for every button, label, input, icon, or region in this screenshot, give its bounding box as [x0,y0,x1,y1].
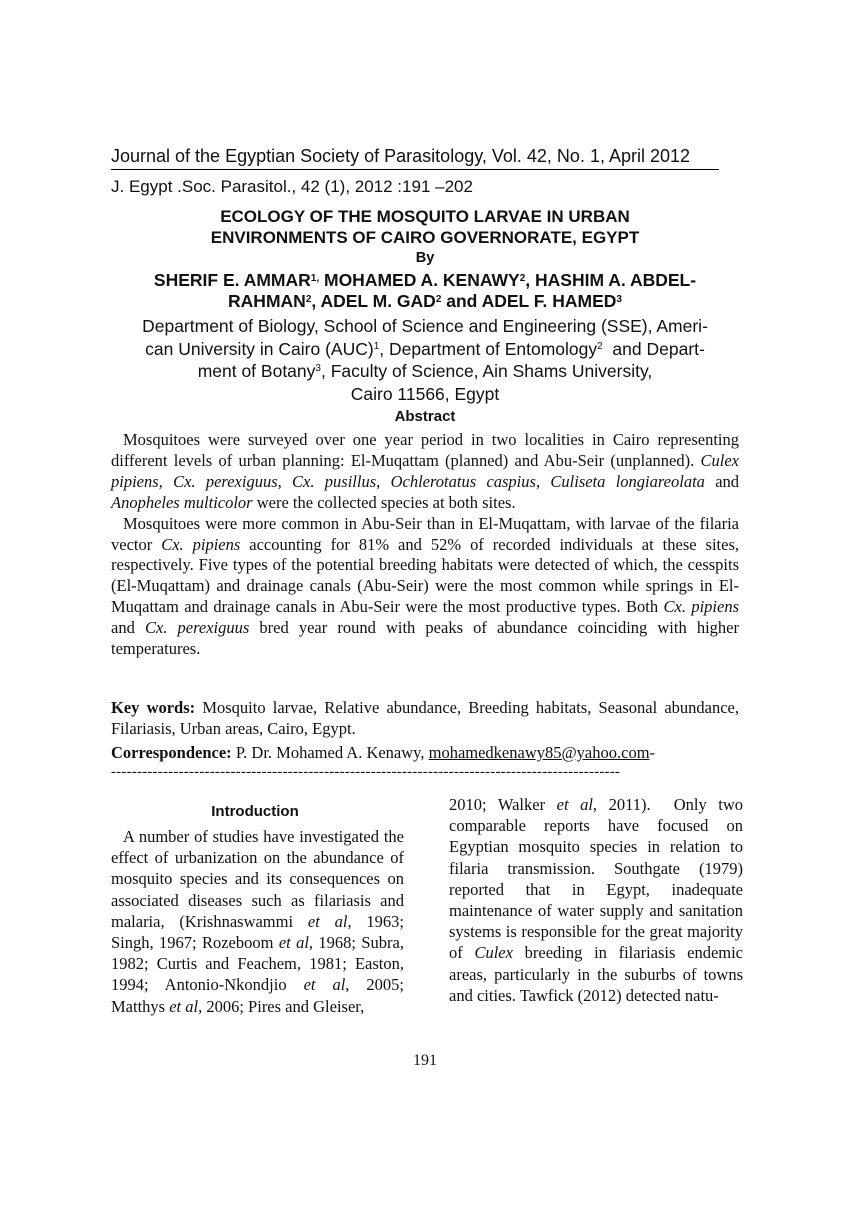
affiliation-block [111,315,739,405]
dashed-separator: -------------------------------------------------------------------------------------------------- [111,764,621,780]
intro-paragraph-right [449,794,748,1006]
text-run: , [535,471,551,491]
affiliation-line-1: Department of Biology, School of Science and Engineering (SSE), Ameri- [142,316,708,336]
authors-line-2 [111,291,739,312]
text-run: accounting for 81% and 52% of recorded individuals at these sites, respectively. Five types of the potential breeding habitats were detected of which, the cesspits (El-Muqattam) and drainage canals (Abu-Seir) were the most common while springs in El-Muqattam and drainage canals in Abu-Seir were the most productive types. Both [111,534,739,617]
paper-title [111,206,739,248]
species-name: Culiseta longiareolata [550,471,705,491]
author-superscript: 1, [310,273,320,284]
affiliation-superscript: 2 [597,340,603,352]
author-abdel-rahman-cont: RAHMAN [228,291,306,311]
affiliation-superscript: 3 [315,363,321,374]
text-run: bred year round with peaks of abundance coinciding with higher temperatures. [111,618,739,659]
author-abdel-rahman: , HASHIM A. ABDEL- [525,270,697,290]
text-run: breeding in filariasis endemic areas, particularly in the suburbs of towns and cities. Tawfick (2012) detected natu- [449,943,744,1005]
citation-etal: et al, [278,933,314,953]
authors-line-1 [111,270,739,291]
text-run: , 1963; Singh, 1967; Rozeboom [111,911,404,953]
citation-etal: et al, [169,996,203,1016]
abstract-paragraph-1 [111,430,739,514]
text-run: , [376,471,391,491]
species-name: Anopheles multicolor [111,492,253,512]
correspondence [111,743,751,764]
affiliation-line-2 [111,338,739,361]
journal-header: Journal of the Egyptian Society of Parasitology, Vol. 42, No. 1, April 2012 [111,146,691,166]
text-run: and [111,618,145,638]
keywords-text: Mosquito larvae, Relative abundance, Breeding habitats, Seasonal abundance, Filariasis, Urban areas, Cairo, Egypt. [111,698,739,738]
citation-line: J. Egypt .Soc. Parasitol., 42 (1), 2012 :191 –202 [111,177,473,196]
affiliation-faculty: , Faculty of Science, Ain Shams University, [320,361,653,381]
text-run: 2010; Walker [449,795,557,814]
text-run: 2006; Pires and Gleiser, [202,996,365,1016]
species-name: Ochlerotatus caspius [390,471,536,491]
author-superscript: 2 [435,294,442,305]
author-superscript: 2 [305,294,312,305]
affiliation-superscript: 1 [373,340,380,352]
abstract-heading: Abstract [394,408,456,425]
correspondence-text: P. Dr. Mohamed A. Kenawy, [231,743,429,762]
page-number: 191 [413,1052,437,1069]
header-rule [111,169,719,170]
introduction-left-column [111,826,404,1017]
author-superscript: 2 [519,273,526,284]
citation-etal: et al [556,795,593,814]
text-run: were the collected species at both sites. [252,492,516,512]
author-superscript: 3 [616,294,622,305]
affiliation-depart: and Depart- [602,338,705,359]
author-kenawy: MOHAMED A. KENAWY [319,270,520,290]
text-run: , 2011). Only two comparable reports have focused on Egyptian mosquito species in relation to filaria transmission. Southgate (1979) reported that in Egypt, inadequate maintenance of water supply and sanitation systems is responsible for the great majority of [449,795,748,963]
correspondence-trail: - [649,743,656,762]
text-run: Mosquitoes were more common in Abu-Seir than in El-Muqattam, with larvae of the filaria vector [111,513,739,554]
keywords [111,698,739,740]
species-name: Cx. pipiens [161,534,241,554]
intro-paragraph-left [111,826,404,1017]
citation-etal: et al [307,911,348,931]
introduction-heading: Introduction [211,803,299,820]
keywords-label: Key words: [111,698,196,717]
affiliation-line-4: Cairo 11566, Egypt [350,383,500,404]
text-run: Mosquitoes were surveyed over one year period in two localities in Cairo representing different levels of urban planning: El-Muqattam (planned) and Abu-Seir (unplanned). [111,430,739,470]
author-ammar: SHERIF E. AMMAR [153,270,311,290]
by-label: By [415,250,435,266]
introduction-right-column [449,794,748,1006]
text-run: 2005; Matthys [111,975,404,1016]
author-hamed: and ADEL F. HAMED [441,291,617,311]
abstract-paragraph-2 [111,514,739,660]
title-line-2: ENVIRONMENTS OF CAIRO GOVERNORATE, EGYPT [210,228,640,247]
text-run: A number of studies have investigated the effect of urbanization on the abundance of mosquito species and its consequences on associated diseases such as filariasis and malaria, (Krishnaswammi [111,827,404,931]
title-line-1: ECOLOGY OF THE MOSQUITO LARVAE IN URBAN [220,207,630,226]
affiliation-line-3 [111,360,739,383]
abstract-body [111,430,739,660]
species-name: Culex pipiens, Cx. perexiguus, Cx. pusillus [111,450,739,491]
text-run: and [704,471,740,491]
author-list [111,270,739,312]
genus-name: Culex [474,943,513,963]
affiliation-botany: ment of Botany [197,361,316,381]
correspondence-label: Correspondence: [111,743,232,762]
affiliation-auc: can University in Cairo (AUC) [145,338,374,359]
affiliation-entomology: , Department of Entomology [379,338,598,359]
text-run: 1968; Subra, 1982; Curtis and Feachem, 1981; Easton, 1994; Antonio-Nkondjio [111,933,404,995]
correspondence-email-link[interactable]: mohamedkenawy85@yahoo.com [428,743,650,762]
species-name: Cx. perexiguus [144,618,250,638]
author-gad: , ADEL M. GAD [311,291,436,311]
citation-etal: et al, [303,975,350,995]
species-name: Cx. pipiens [663,597,739,617]
